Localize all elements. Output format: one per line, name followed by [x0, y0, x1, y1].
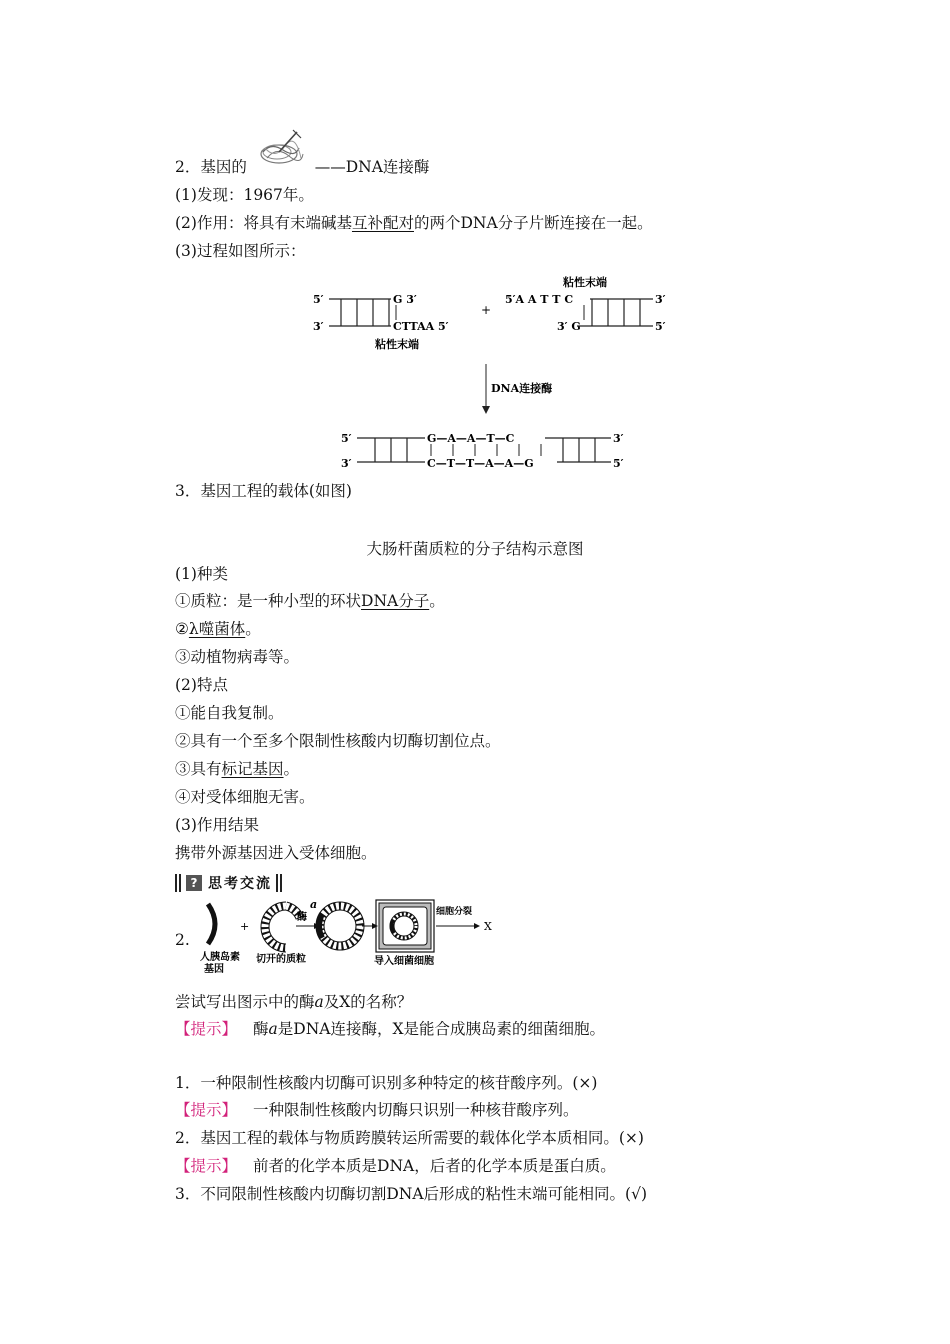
kind-plasmid-end: 。 — [429, 592, 445, 610]
division-label: 细胞分裂 — [436, 907, 473, 917]
dna-ligase-diagram — [305, 268, 675, 473]
think-exchange-banner — [175, 873, 284, 893]
plasmid-caption: 大肠杆菌质粒的分子结构示意图 — [366, 540, 584, 558]
ligase-label: DNA连接酶 — [491, 382, 553, 395]
enzyme-a-label: a — [310, 898, 318, 911]
question-text-b: 及X的名称？ — [323, 993, 413, 1011]
kind-phage-end: 。 — [245, 620, 261, 638]
left-top-end: G 3′ — [393, 293, 417, 306]
gene-label-1: 人胰岛素 — [200, 952, 240, 963]
judge-2-hint-label: 【提示】 — [175, 1157, 238, 1175]
feature-3-end: 。 — [283, 760, 300, 778]
kind-phage — [175, 619, 261, 639]
joined-right-3-prime: 3′ — [613, 432, 624, 445]
result-title: (3)作用结果 — [175, 816, 259, 834]
feature-3-underlined: 标记基因 — [221, 760, 284, 778]
judge-1-answer: 一种限制性核酸内切酶只识别一种核苷酸序列。 — [253, 1101, 579, 1119]
feature-1: ①能自我复制。 — [175, 704, 284, 722]
section-2-prefix: 2．基因的 — [175, 158, 247, 176]
feature-3 — [175, 759, 299, 779]
gene-label-2: 基因 — [204, 964, 224, 974]
joined-top-sequence: G—A—A—T—C — [427, 432, 515, 445]
left-bottom-3-prime: 3′ — [313, 320, 324, 333]
joined-5-prime: 5′ — [341, 432, 352, 445]
judge-2-question: 2．基因工程的载体与物质跨膜转运所需要的载体化学本质相同。(×) — [175, 1129, 644, 1147]
answer-text-a: 酶 — [253, 1020, 269, 1038]
question-badge-icon: ? — [186, 875, 202, 891]
kind-virus: ③动植物病毒等。 — [175, 648, 300, 666]
judge-1-question: 1．一种限制性核酸内切酶可识别多种特定的核苷酸序列。(×) — [175, 1074, 598, 1092]
think-question — [175, 992, 412, 1012]
function-text-a: (2)作用：将具有末端碱基 — [175, 214, 352, 232]
kind-plasmid-underlined: DNA分子 — [361, 592, 430, 610]
question-text-a: 尝试写出图示中的酶 — [175, 993, 315, 1011]
section-2-suffix: ——DNA连接酶 — [314, 158, 430, 176]
function-line — [175, 213, 653, 233]
feature-2: ②具有一个至多个限制性核酸内切酶切割位点。 — [175, 732, 501, 750]
process-line: (3)过程如图所示： — [175, 242, 306, 260]
kind-phage-underlined: λ噬菌体 — [188, 620, 246, 638]
think-answer — [175, 1019, 605, 1039]
left-bottom-end: CTTAA 5′ — [393, 320, 449, 333]
judge-2-answer: 前者的化学本质是DNA，后者的化学本质是蛋白质。 — [253, 1157, 616, 1175]
kind-phage-num: ② — [175, 620, 189, 638]
feature-3-text: ③具有 — [175, 760, 222, 778]
answer-var: a — [268, 1020, 278, 1038]
kind-plasmid-text: ①质粒：是一种小型的环状 — [175, 592, 362, 610]
answer-text-b: 是DNA连接酶，X是能合成胰岛素的细菌细胞。 — [277, 1020, 606, 1038]
hint-label: 【提示】 — [175, 1020, 238, 1038]
right-bottom-start: 3′ G — [557, 320, 581, 333]
judge-1-hint — [175, 1100, 579, 1120]
figure-plus: + — [240, 920, 250, 933]
right-top-start: 5′A A T T C — [505, 293, 574, 306]
kinds-title: (1)种类 — [175, 565, 228, 583]
think-number: 2. — [175, 931, 190, 949]
result-text: 携带外源基因进入受体细胞。 — [175, 844, 377, 862]
right-bottom-5-prime: 5′ — [655, 320, 666, 333]
insulin-gene-figure — [198, 896, 498, 974]
feature-4: ④对受体细胞无害。 — [175, 788, 315, 806]
judge-1-hint-label: 【提示】 — [175, 1101, 238, 1119]
question-var: a — [314, 993, 324, 1011]
think-exchange-title: 思考交流 — [208, 876, 272, 892]
joined-right-5-prime: 5′ — [613, 457, 624, 470]
kind-plasmid — [175, 591, 445, 611]
function-text-b: 的两个DNA分子片断连接在一起。 — [413, 214, 653, 232]
features-title: (2)特点 — [175, 676, 228, 694]
joined-bottom-sequence: C—T—T—A—A—G — [427, 457, 534, 470]
diagram-plus: + — [481, 303, 492, 317]
enzyme-label: 酶 — [297, 912, 307, 923]
cell-label: 导入细菌细胞 — [374, 956, 434, 967]
left-sticky-label: 粘性末端 — [375, 338, 419, 351]
section-3-title: 3．基因工程的载体(如图) — [175, 482, 352, 500]
needle-thread-image — [255, 128, 313, 168]
right-sticky-label: 粘性末端 — [563, 276, 607, 289]
discovery-line: (1)发现：1967年。 — [175, 186, 314, 204]
plasmid-label: 切开的质粒 — [256, 954, 306, 965]
right-top-3-prime: 3′ — [655, 293, 666, 306]
judge-2-hint — [175, 1156, 616, 1176]
function-underlined: 互补配对 — [351, 214, 414, 232]
judge-3-question: 3．不同限制性核酸内切酶切割DNA后形成的粘性末端可能相同。(√) — [175, 1185, 648, 1203]
left-top-5-prime: 5′ — [313, 293, 324, 306]
joined-3-prime: 3′ — [341, 457, 352, 470]
x-label: X — [484, 920, 492, 933]
